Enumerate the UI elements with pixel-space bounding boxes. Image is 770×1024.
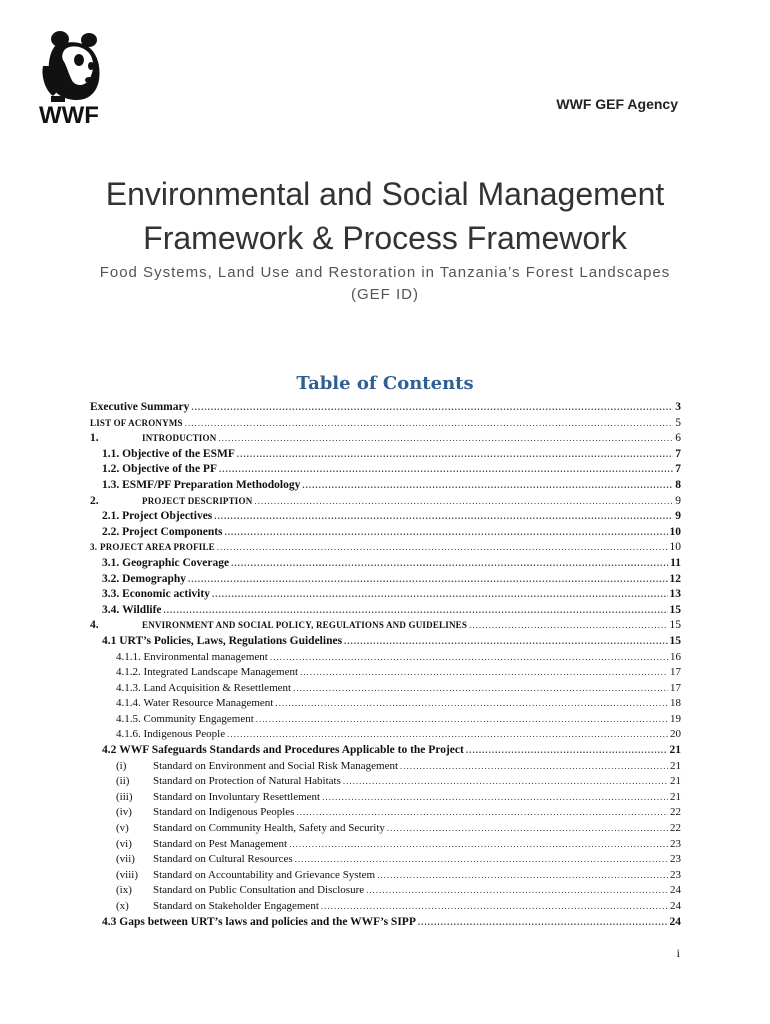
toc-entry-page: 17 <box>670 681 681 694</box>
toc-leader-dots <box>218 431 673 447</box>
toc-entry[interactable] <box>90 712 681 728</box>
toc-entry[interactable] <box>90 868 681 884</box>
toc-entry-label: URT’s Policies, Laws, Regulations Guidelines <box>119 634 343 647</box>
toc-entry-number: 2.2. <box>102 525 120 538</box>
toc-leader-dots <box>289 837 668 853</box>
toc-entry[interactable] <box>90 634 681 650</box>
toc-entry[interactable] <box>90 650 681 666</box>
toc-entry[interactable] <box>90 883 681 899</box>
toc-entry-number: (x) <box>116 900 129 912</box>
toc-entry[interactable] <box>90 618 681 634</box>
toc-entry-page: 5 <box>675 416 681 429</box>
toc-entry-page: 12 <box>669 572 681 585</box>
toc-entry-page: 24 <box>670 900 681 912</box>
toc-entry[interactable] <box>90 665 681 681</box>
toc-entry-number: 3. <box>90 542 98 553</box>
toc-entry-label: Wildlife <box>122 603 162 616</box>
toc-entry-number: (v) <box>116 822 129 835</box>
toc-entry-page: 6 <box>675 432 681 445</box>
toc-leader-dots <box>217 540 668 556</box>
toc-entry-page: 7 <box>675 463 681 476</box>
toc-entry-label: Standard on Environment and Social Risk Management <box>153 759 399 772</box>
toc-entry-number: 4.1 <box>102 634 117 647</box>
toc-entry-page: 24 <box>669 915 681 928</box>
toc-entry-number: 4. <box>90 619 99 632</box>
toc-entry-label: Executive Summary <box>90 401 190 413</box>
toc-heading: Table of Contents <box>296 373 474 394</box>
toc-entry-number: (ii) <box>116 775 130 788</box>
toc-entry-page: 7 <box>675 447 681 460</box>
toc-entry[interactable] <box>90 743 681 759</box>
toc-entry[interactable] <box>90 759 681 775</box>
toc-leader-dots <box>275 696 668 712</box>
toc-entry-label: Objective of the ESMF <box>122 447 235 460</box>
agency-label: WWF GEF Agency <box>556 96 678 112</box>
toc-entry-label: ESMF/PF Preparation Methodology <box>122 478 301 491</box>
toc-entry-label: Standard on Indigenous Peoples <box>153 806 295 819</box>
toc-entry-page: 9 <box>675 510 681 523</box>
toc-entry-label: Project Objectives <box>122 510 213 523</box>
toc-leader-dots <box>237 447 673 463</box>
toc-entry-number: (iii) <box>116 790 133 803</box>
toc-entry-number: 2. <box>90 494 99 507</box>
toc-leader-dots <box>466 743 668 759</box>
toc-entry[interactable] <box>90 572 681 588</box>
toc-leader-dots <box>295 852 668 868</box>
toc-entry-page: 20 <box>670 728 681 741</box>
toc-entry[interactable] <box>90 447 681 463</box>
toc-leader-dots <box>231 556 668 572</box>
toc-entry-number: 1.2. <box>102 463 120 476</box>
toc-entry-number: 3.3. <box>102 588 120 601</box>
toc-leader-dots <box>188 572 667 588</box>
toc-leader-dots <box>270 650 668 666</box>
toc-leader-dots <box>344 634 667 650</box>
toc-leader-dots <box>343 774 668 790</box>
toc-entry[interactable] <box>90 774 681 790</box>
toc-entry-page: 23 <box>670 853 681 866</box>
toc-entry-label: Environmental management <box>143 650 268 663</box>
toc-leader-dots <box>400 759 668 775</box>
toc-entry[interactable] <box>90 790 681 806</box>
toc-entry-label: Standard on Protection of Natural Habitats <box>153 775 341 788</box>
toc-entry-label: Economic activity <box>122 588 210 601</box>
toc-entry-page: 21 <box>670 775 681 788</box>
toc-entry-number: (ix) <box>116 884 132 897</box>
toc-entry[interactable] <box>90 540 681 556</box>
toc-entry[interactable] <box>90 431 681 447</box>
toc-entry-page: 22 <box>670 806 681 819</box>
toc-entry-label: Standard on Involuntary Resettlement <box>153 790 321 803</box>
toc-entry-page: 21 <box>669 744 681 757</box>
toc-entry[interactable] <box>90 462 681 478</box>
toc-entry-number: 4.1.5. <box>116 712 141 725</box>
toc-entry[interactable] <box>90 478 681 494</box>
toc-entry[interactable] <box>90 525 681 541</box>
toc-entry-label: Geographic Coverage <box>122 556 230 569</box>
toc-leader-dots <box>322 790 668 806</box>
toc-leader-dots <box>296 805 668 821</box>
toc-entry[interactable] <box>90 821 681 837</box>
logo-wordmark: WWF <box>39 102 99 129</box>
toc-entry-label: PROJECT AREA PROFILE <box>100 542 215 553</box>
toc-leader-dots <box>387 821 668 837</box>
toc-entry-label: Standard on Public Consultation and Disclosure <box>153 884 365 897</box>
toc-entry-label: PROJECT DESCRIPTION <box>142 495 253 506</box>
toc-leader-dots <box>321 899 668 915</box>
toc-entry-label: Project Components <box>122 525 223 538</box>
toc-entry-page: 21 <box>670 790 681 803</box>
toc-leader-dots <box>185 416 674 432</box>
toc-entry-label: Standard on Cultural Resources <box>153 853 293 866</box>
toc-entry[interactable] <box>90 494 681 510</box>
toc-entry-page: 15 <box>669 603 681 616</box>
toc-entry-number: 4.1.2. <box>116 666 141 679</box>
toc-entry-label: Objective of the PF <box>122 463 217 476</box>
toc-leader-dots <box>302 478 673 494</box>
toc-entry-number: (vi) <box>116 837 132 850</box>
panda-logo-icon <box>37 26 109 106</box>
toc-entry[interactable] <box>90 837 681 853</box>
toc-leader-dots <box>164 603 668 619</box>
toc-entry-label: Land Acquisition & Resettlement <box>143 681 292 694</box>
title-line-2: Framework & Process Framework <box>143 220 627 256</box>
toc-entry-page: 8 <box>675 478 681 491</box>
toc-leader-dots <box>214 509 673 525</box>
toc-entry[interactable] <box>90 400 681 416</box>
toc-entry[interactable] <box>90 509 681 525</box>
toc-entry-number: (viii) <box>116 868 138 881</box>
subtitle-line-1: Food Systems, Land Use and Restoration in Tanzania’s Forest Landscapes <box>99 264 671 281</box>
toc-entry-label: Standard on Accountability and Grievance System <box>153 868 376 881</box>
toc-entry-page: 19 <box>670 712 681 725</box>
toc-entry-page: 11 <box>670 556 681 569</box>
toc-leader-dots <box>377 868 668 884</box>
toc-entry-label: INTRODUCTION <box>142 433 217 444</box>
toc-entry-page: 15 <box>669 619 681 632</box>
document-subtitle <box>0 262 770 306</box>
toc-entry-label: Gaps between URT’s laws and policies and the WWF’s SIPP <box>119 915 416 928</box>
toc-leader-dots <box>212 587 668 603</box>
toc-leader-dots <box>227 727 668 743</box>
toc-entry[interactable] <box>90 681 681 697</box>
toc-entry-page: 24 <box>670 884 681 897</box>
toc-entry[interactable] <box>90 556 681 572</box>
toc-leader-dots <box>418 915 668 931</box>
toc-entry[interactable] <box>90 603 681 619</box>
toc-entry-page: 10 <box>669 525 681 538</box>
toc-entry-number: 4.2 <box>102 744 117 757</box>
toc-entry-number: 1.1. <box>102 447 120 460</box>
toc-entry-page: 13 <box>669 588 681 601</box>
toc-entry[interactable] <box>90 696 681 712</box>
toc-entry-label: ENVIRONMENT AND SOCIAL POLICY, REGULATIONS AND GUIDELINES <box>142 620 468 631</box>
toc-entry-label: Standard on Stakeholder Engagement <box>153 900 319 912</box>
toc-leader-dots <box>366 883 668 899</box>
toc-entry-number: 4.1.6. <box>116 728 141 741</box>
toc-entry-page: 16 <box>670 650 681 663</box>
toc-entry-number: 2.1. <box>102 510 120 523</box>
document-title <box>0 172 770 260</box>
toc-entry-page: 15 <box>669 634 681 647</box>
toc-entry-number: 1. <box>90 432 99 445</box>
toc-entry-label: Integrated Landscape Management <box>143 666 299 679</box>
toc-entry-number: (vii) <box>116 853 135 866</box>
toc-entry-page: 23 <box>670 837 681 850</box>
toc-entry-number: 3.4. <box>102 603 120 616</box>
toc-entry-page: 18 <box>670 697 681 710</box>
toc-entry-page: 9 <box>675 494 681 507</box>
toc-entry[interactable] <box>90 727 681 743</box>
toc-entry-page: 17 <box>670 666 681 679</box>
toc-leader-dots <box>254 494 673 510</box>
toc-entry[interactable] <box>90 915 681 931</box>
toc-leader-dots <box>469 618 667 634</box>
toc-leader-dots <box>225 525 668 541</box>
toc-leader-dots <box>293 681 668 697</box>
toc-entry-page: 21 <box>670 759 681 772</box>
toc-entry-number: 4.1.1. <box>116 650 141 663</box>
toc-entry[interactable] <box>90 852 681 868</box>
toc-entry-number: 4.1.4. <box>116 697 141 710</box>
toc-entry-page: 22 <box>670 822 681 835</box>
title-line-1: Environmental and Social Management <box>105 176 665 212</box>
toc-entry-number: (i) <box>116 759 127 772</box>
table-of-contents <box>90 400 681 930</box>
toc-entry[interactable] <box>90 587 681 603</box>
toc-entry-number: 1.3. <box>102 478 120 491</box>
toc-entry-page: 10 <box>669 541 681 554</box>
toc-entry-label: Indigenous People <box>143 728 226 741</box>
toc-leader-dots <box>300 665 668 681</box>
toc-entry-label: Standard on Pest Management <box>153 837 288 850</box>
toc-entry-label: Water Resource Management <box>143 697 274 710</box>
toc-entry-page: 3 <box>675 401 681 413</box>
toc-entry[interactable] <box>90 899 681 915</box>
toc-entry-label: Standard on Community Health, Safety and Security <box>153 822 385 835</box>
toc-leader-dots <box>219 462 673 478</box>
toc-entry-number: (iv) <box>116 806 132 819</box>
toc-entry-number: 3.2. <box>102 572 120 585</box>
toc-entry-number: 4.1.3. <box>116 681 141 694</box>
toc-entry-page: 23 <box>670 868 681 881</box>
toc-entry-number: 4.3 <box>102 915 117 928</box>
toc-entry-label: Community Engagement <box>143 712 254 725</box>
toc-entry[interactable] <box>90 805 681 821</box>
subtitle-line-2: (GEF ID) <box>351 286 419 303</box>
toc-entry-label: WWF Safeguards Standards and Procedures Applicable to the Project <box>119 744 464 757</box>
toc-leader-dots <box>256 712 668 728</box>
toc-entry[interactable] <box>90 416 681 432</box>
toc-entry-label: Demography <box>122 572 187 585</box>
toc-leader-dots <box>191 400 673 416</box>
wwf-logo <box>37 26 109 130</box>
page-number: i <box>676 946 680 960</box>
toc-entry-number: 3.1. <box>102 556 120 569</box>
toc-entry-label: LIST OF ACRONYMS <box>90 417 183 428</box>
